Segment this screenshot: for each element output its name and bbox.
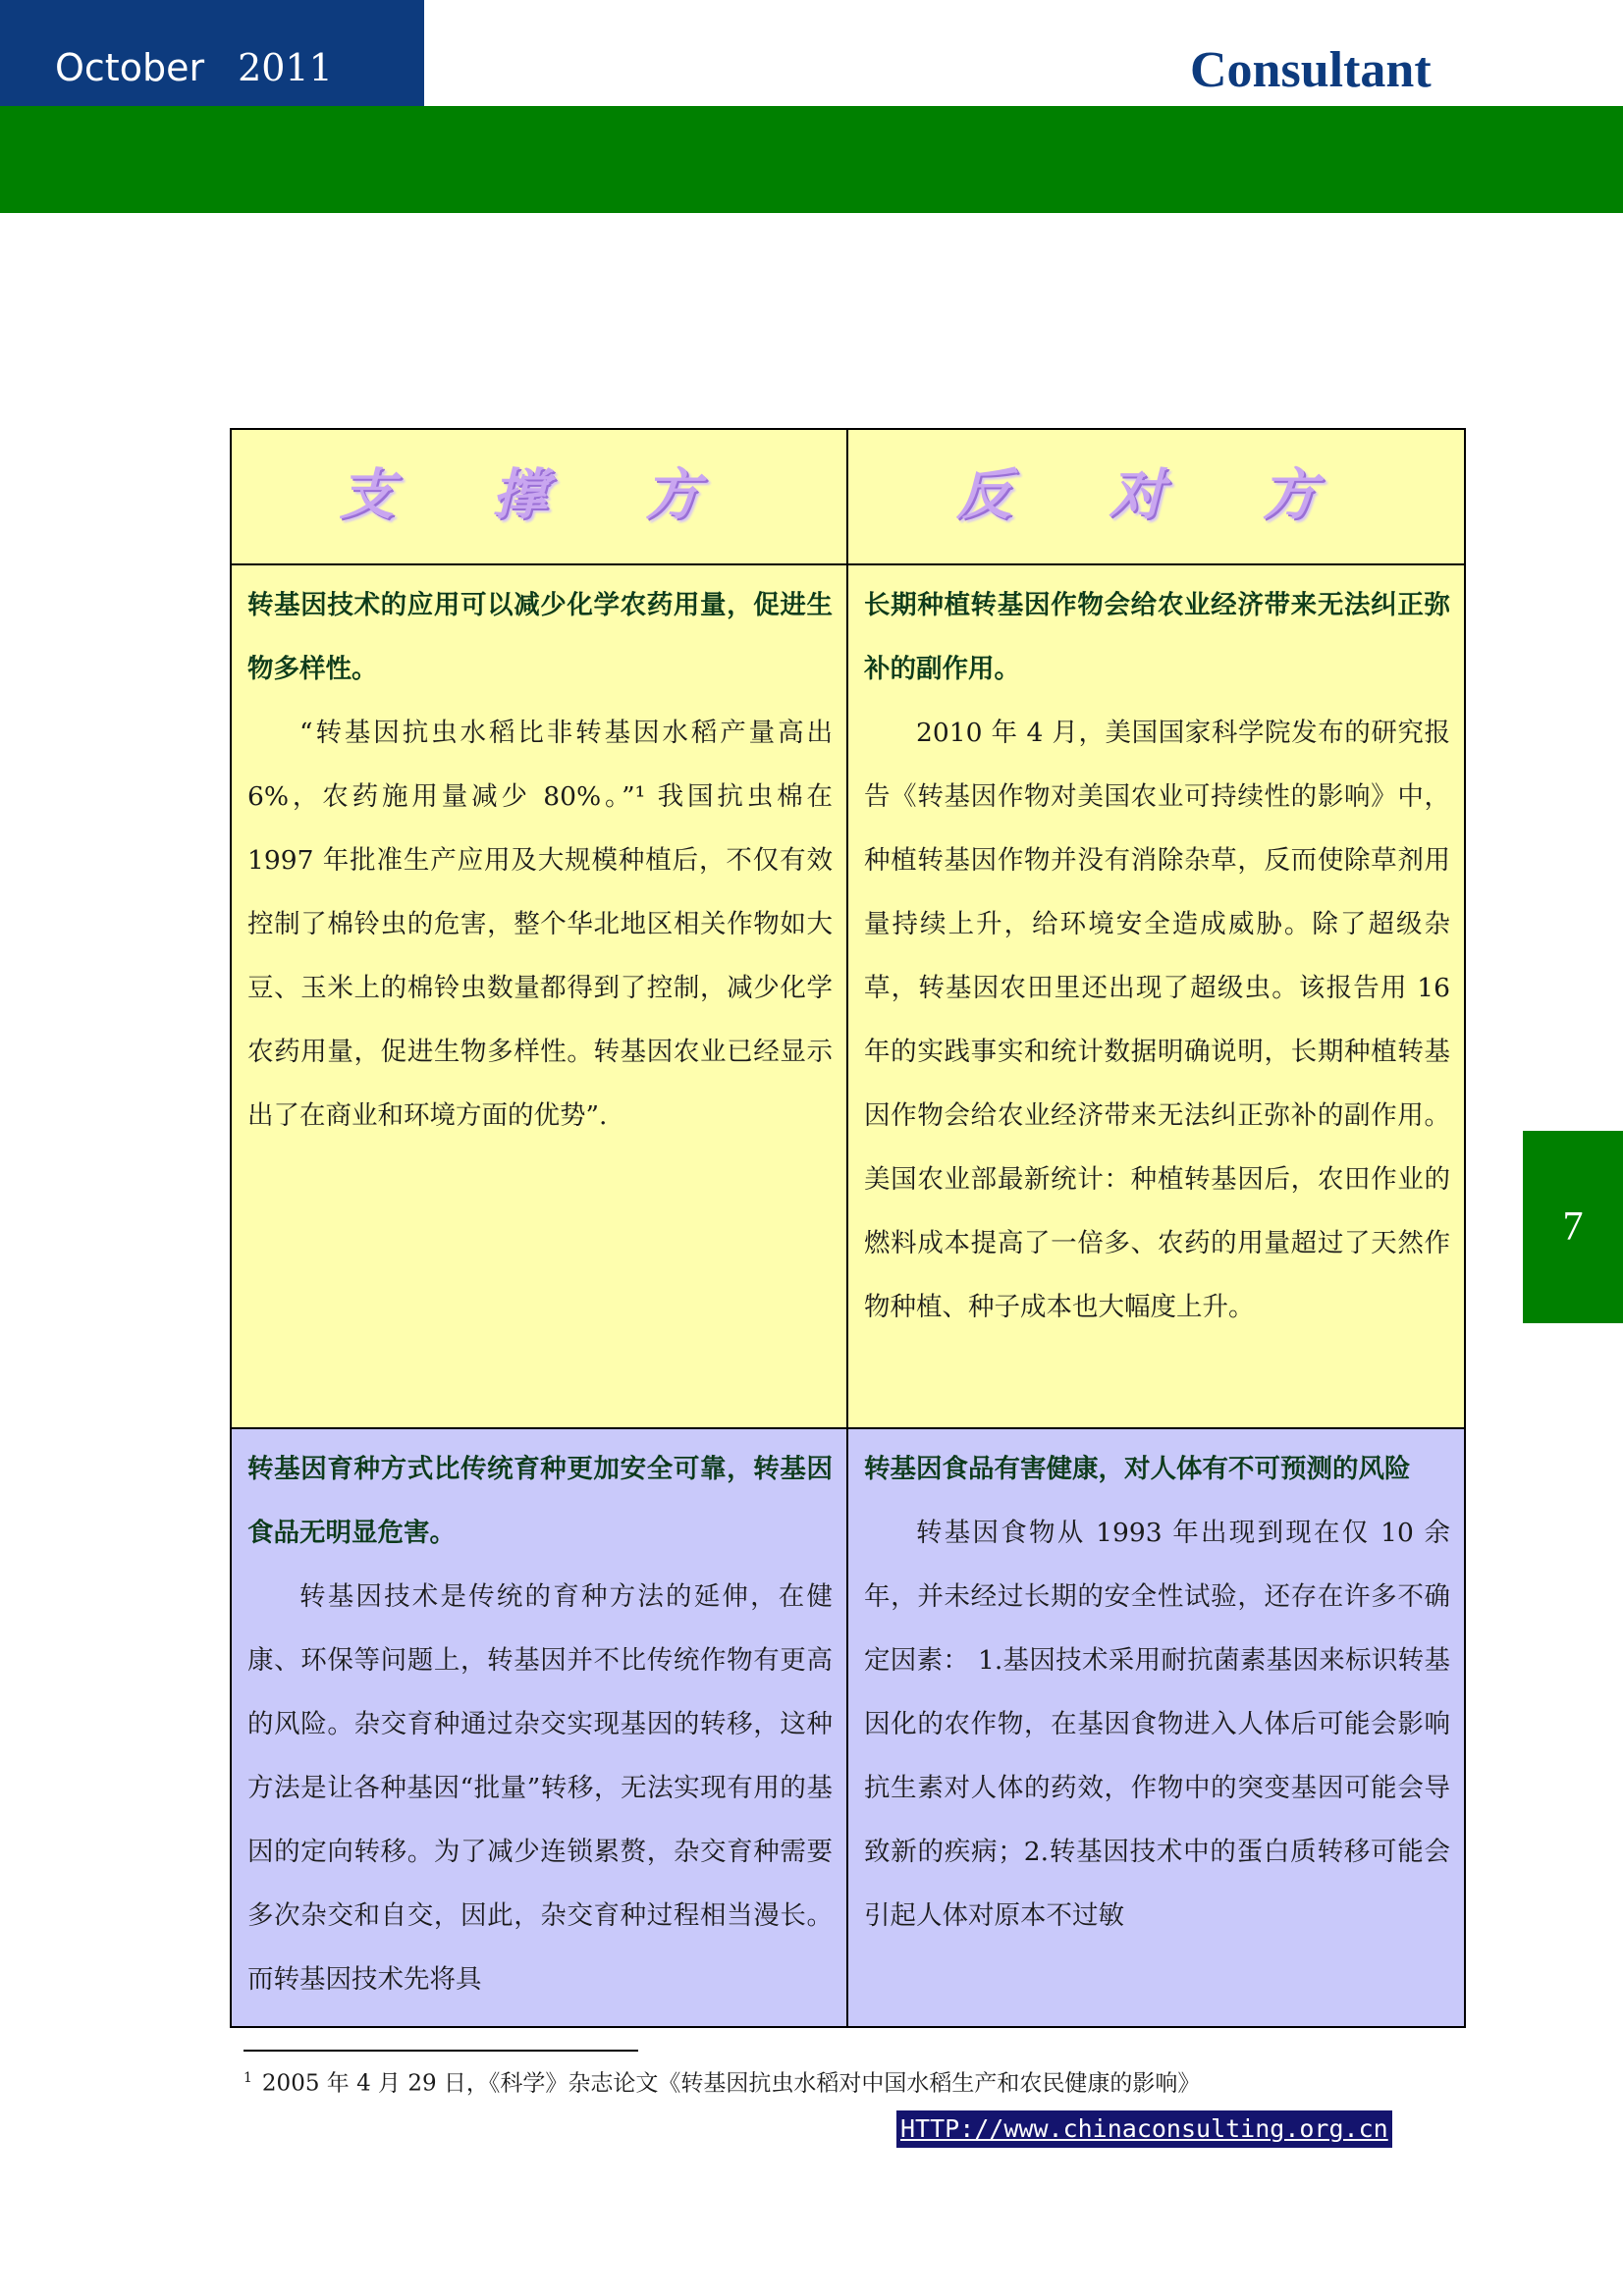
table-row [231,564,1465,1428]
table-row [231,1428,1465,2027]
page-number: 7 [1562,1204,1584,1250]
issue-date [0,0,424,106]
pro-cell [231,564,847,1428]
debate-table [230,428,1466,2028]
pro-cell [231,1428,847,2027]
footnote [243,2061,1200,2101]
pro-body: “转基因抗虫水稻比非转基因水稻产量高出 6%，农药施用量减少 80%。”¹ 我国抗虫棉在 1997 年批准生产应用及大规模种植后，不仅有效控制了棉铃虫的危害，整个华北地区相关作物如大豆、玉米上的棉铃虫数量都得到了控制，减少化学农药用量，促进生物多样性。转基因农业已经显示出了在商业和环境方面的优势”. [247,718,833,1131]
con-claim: 长期种植转基因作物会给农业经济带来无法纠正弥补的副作用。 [864,590,1450,684]
con-body: 转基因食物从 1993 年出现到现在仅 10 余年，并未经过长期的安全性试验，还存在许多不确定因素： 1.基因技术采用耐抗菌素基因来标识转基因化的农作物，在基因食物进入人体后可能会影响抗生素对人体的药效，作物中的突变基因可能会导致新的疾病；2.转基因技术中的蛋白质转移可能会引起人体对原本不过敏 [864,1518,1450,1931]
pro-claim: 转基因技术的应用可以减少化学农药用量，促进生物多样性。 [247,590,833,684]
pro-claim: 转基因育种方式比传统育种更加安全可靠，转基因食品无明显危害。 [247,1454,833,1548]
pro-heading-cell [231,429,847,564]
pro-body: 转基因技术是传统的育种方法的延伸，在健康、环保等问题上，转基因并不比传统作物有更高的风险。杂交育种通过杂交实现基因的转移，这种方法是让各种基因“批量”转移，无法实现有用的基因的定向转移。为了减少连锁累赘，杂交育种需要多次杂交和自交，因此，杂交育种过程相当漫长。而转基因技术先将具 [247,1581,833,1995]
con-cell [847,1428,1465,2027]
header-green-bar [0,106,1623,213]
footnote-text: 2005 年 4 月 29 日，《科学》杂志论文《转基因抗虫水稻对中国水稻生产和农民健康的影响》 [261,2070,1201,2097]
con-claim: 转基因食品有害健康，对人体有不可预测的风险 [864,1454,1411,1484]
table-header-row [231,429,1465,564]
con-body: 2010 年 4 月，美国国家科学院发布的研究报告《转基因作物对美国农业可持续性的影响》中，种植转基因作物并没有消除杂草，反而使除草剂用量持续上升，给环境安全造成威胁。除了超级杂草，转基因农田里还出现了超级虫。该报告用 16 年的实践事实和统计数据明确说明，长期种植转基因作物会给农业经济带来无法纠正弥补的副作用。美国农业部最新统计：种植转基因后，农田作业的燃料成本提高了一倍多、农药的用量超过了天然作物种植、种子成本也大幅度上升。 [864,718,1450,1322]
con-heading: 反 对 方 [956,462,1356,527]
issue-year: 2011 [238,46,333,89]
page-number-tab [1523,1131,1623,1323]
website-link[interactable]: HTTP://www.chinaconsulting.org.cn [896,2110,1392,2148]
con-cell [847,564,1465,1428]
brand-title: Consultant [1190,42,1432,98]
issue-month: October [55,46,205,89]
footnote-divider [243,2050,638,2052]
con-heading-cell [847,429,1465,564]
footnote-marker: 1 [243,2070,252,2086]
pro-heading: 支 撑 方 [339,462,739,527]
